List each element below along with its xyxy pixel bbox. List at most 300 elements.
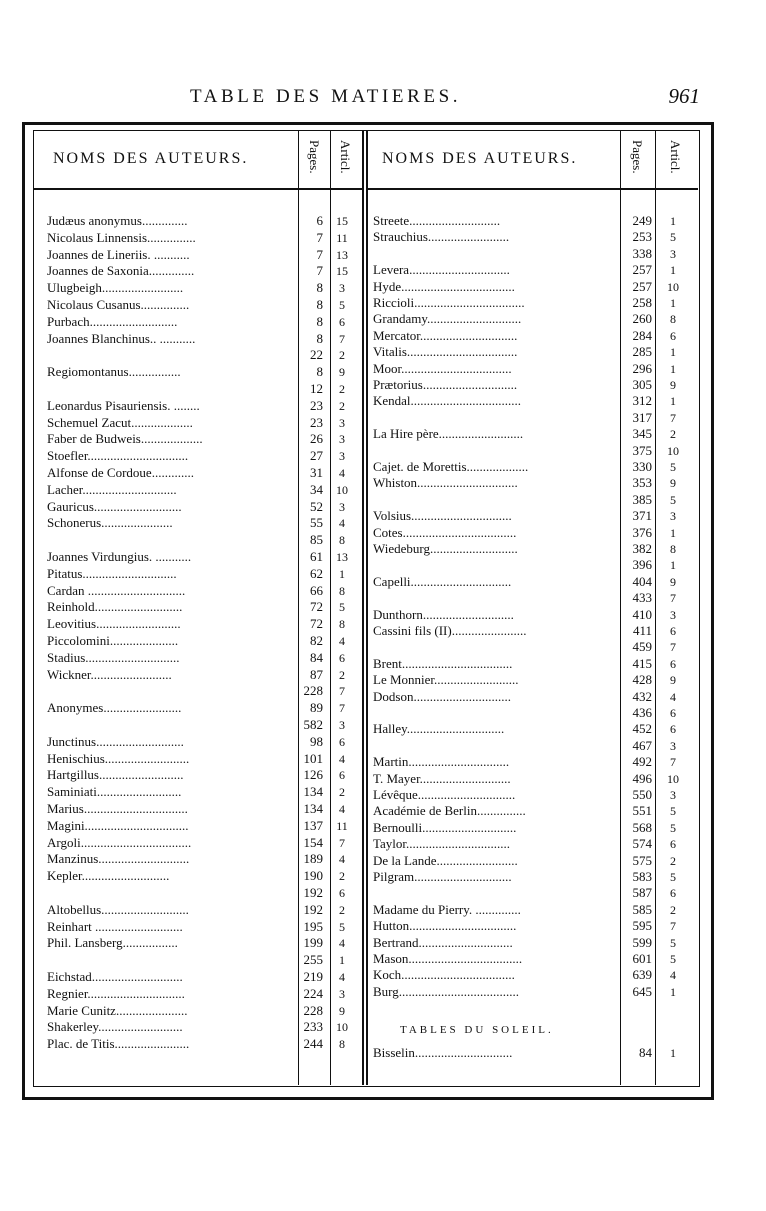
table-row	[47, 920, 357, 934]
article-number-cell: 1	[670, 296, 676, 310]
page-number-cell: 12	[310, 381, 323, 396]
article-number-cell: 3	[339, 499, 345, 514]
right-header-artic: Articl.	[668, 140, 683, 174]
table-row	[373, 722, 693, 736]
page-number-cell: 312	[632, 393, 652, 409]
article-number-cell: 5	[670, 952, 676, 966]
table-row	[373, 263, 693, 277]
page-number-cell: 61	[310, 549, 323, 564]
table-row	[47, 1004, 357, 1018]
page-number-cell: 6	[316, 213, 323, 228]
article-number-cell: 15	[336, 214, 348, 228]
author-name: Argoli..................................	[47, 835, 192, 850]
article-number-cell: 10	[336, 482, 348, 497]
author-name: Madame du Pierry. ..............	[373, 902, 521, 917]
page-number-cell: 436	[632, 705, 652, 720]
table-row	[47, 768, 357, 782]
author-name: Schemuel Zacut...................	[47, 415, 193, 430]
left-header-names: NOMS DES AUTEURS.	[53, 150, 249, 167]
page-number-cell: 459	[632, 639, 652, 655]
article-number-cell: 10	[667, 771, 679, 786]
page-number-cell: 415	[632, 655, 652, 671]
article-number-cell: 7	[339, 684, 345, 699]
article-number-cell: 9	[670, 574, 676, 589]
article-number-cell: 4	[339, 516, 345, 531]
article-number-cell: 1	[339, 566, 345, 581]
table-row	[47, 936, 357, 950]
table-row	[47, 802, 357, 816]
table-row	[373, 575, 693, 589]
table-row	[47, 600, 357, 614]
table-row	[373, 837, 693, 851]
author-name: Magini................................	[47, 818, 189, 833]
page-number-cell: 134	[303, 784, 323, 800]
article-number-cell: 4	[339, 936, 345, 951]
page-number-cell: 8	[316, 364, 323, 380]
article-number-cell: 5	[339, 600, 345, 615]
article-number-cell: 6	[339, 650, 345, 665]
page-number-cell: 23	[310, 414, 323, 430]
article-number-cell: 6	[670, 328, 676, 343]
page-number-cell: 101	[303, 750, 323, 766]
author-name: Vitalis..................................	[373, 345, 518, 360]
page-number-cell: 55	[310, 515, 323, 531]
article-number-cell: 7	[339, 835, 345, 850]
table-row	[373, 608, 693, 622]
table-row	[47, 584, 357, 598]
article-number-cell: 9	[670, 476, 676, 491]
page-number-cell: 645	[632, 983, 652, 999]
page-number-cell: 568	[632, 819, 652, 835]
page-number-cell: 550	[632, 787, 652, 802]
table-row	[373, 460, 693, 474]
table-row	[47, 567, 357, 581]
article-number-cell: 11	[336, 230, 348, 245]
page-number-cell: 432	[632, 688, 652, 704]
table-row	[373, 280, 693, 294]
author-name: Anonymes........................	[47, 701, 182, 716]
article-number-cell: 4	[339, 751, 345, 766]
page-number-cell: 595	[632, 918, 652, 934]
page-number-cell: 8	[316, 280, 323, 296]
author-name: Phil. Lansberg.................	[47, 936, 178, 951]
page-number-cell: 385	[632, 491, 652, 507]
page-number-cell: 137	[303, 817, 323, 833]
table-row	[47, 987, 357, 1001]
page-number-cell: 7	[316, 246, 323, 262]
table-row	[373, 952, 693, 966]
author-name: Strauchius.........................	[373, 230, 510, 245]
page-number-cell: 371	[632, 508, 652, 524]
table-row	[47, 718, 357, 732]
author-name: Manzinus............................	[47, 852, 190, 867]
author-name: Burg.....................................	[373, 984, 520, 999]
table-row	[373, 886, 693, 900]
page-number-cell: 126	[303, 767, 323, 783]
table-row	[47, 264, 357, 278]
table-row	[373, 329, 693, 343]
author-name: Whiston...............................	[373, 476, 518, 491]
article-number-cell: 5	[670, 230, 676, 245]
article-number-cell: 5	[670, 492, 676, 507]
article-number-cell: 3	[670, 509, 676, 524]
article-number-cell: 9	[339, 365, 345, 380]
page-number-cell: 34	[310, 481, 323, 497]
author-name: Junctinus...........................	[47, 734, 184, 749]
page-number-cell: 8	[316, 297, 323, 312]
table-row	[47, 634, 357, 648]
table-row	[47, 231, 357, 245]
article-number-cell: 6	[670, 722, 676, 737]
article-number-cell: 9	[670, 378, 676, 392]
article-number-cell: 1	[670, 345, 676, 360]
table-row	[373, 854, 693, 868]
author-name: Pitatus.............................	[47, 566, 177, 581]
page-number-cell: 195	[303, 918, 323, 934]
table-row	[47, 348, 357, 362]
article-number-cell: 5	[670, 935, 676, 950]
article-number-cell: 4	[339, 802, 345, 816]
article-number-cell: 10	[667, 279, 679, 294]
table-row	[373, 706, 693, 720]
article-number-cell: 7	[670, 591, 676, 606]
author-name: Wiedeburg...........................	[373, 542, 518, 556]
left-header-rule	[33, 188, 363, 190]
author-name: Bertrand.............................	[373, 935, 513, 950]
page-number-cell: 338	[632, 245, 652, 261]
article-number-cell: 4	[339, 466, 345, 480]
right-header-pages: Pages.	[630, 140, 645, 174]
article-number-cell: 3	[670, 246, 676, 261]
article-number-cell: 4	[339, 970, 345, 984]
article-number-cell: 7	[670, 919, 676, 934]
page-number-cell: 317	[632, 409, 652, 425]
page-number-cell: 26	[310, 431, 323, 447]
table-row	[47, 550, 357, 564]
author-name: Ulugbeigh.........................	[47, 281, 184, 296]
author-name: Hutton.................................	[373, 919, 517, 934]
article-number-cell: 5	[670, 460, 676, 474]
author-name: La Hire père..........................	[373, 427, 524, 442]
article-number-cell: 5	[339, 919, 345, 934]
left-header-pages: Pages.	[307, 140, 322, 174]
author-name: Judæus anonymus..............	[47, 214, 188, 228]
table-row	[47, 214, 357, 228]
author-name: Koch...................................	[373, 968, 515, 983]
table-row	[373, 968, 693, 982]
table-row	[47, 365, 357, 379]
table-row	[373, 427, 693, 441]
table-row	[373, 230, 693, 244]
article-number-cell: 6	[670, 656, 676, 671]
table-row	[47, 903, 357, 917]
page-number-cell: 583	[632, 869, 652, 884]
article-number-cell: 2	[339, 869, 345, 884]
page-number-cell: 582	[303, 717, 323, 732]
author-name: Marie Cunitz......................	[47, 1003, 188, 1018]
table-row	[47, 953, 357, 967]
page-number-cell: 411	[632, 623, 652, 638]
article-number-cell: 5	[670, 870, 676, 884]
table-row	[47, 281, 357, 295]
page-number-cell: 7	[316, 263, 323, 279]
page-number-cell: 305	[632, 377, 652, 392]
author-name: Bisselin..............................	[373, 1046, 513, 1060]
page-number-cell: 345	[632, 426, 652, 442]
table-row	[373, 542, 693, 556]
page-number-cell: 72	[310, 599, 323, 615]
author-name: Leovitius..........................	[47, 617, 181, 632]
page-number-cell: 27	[310, 448, 323, 464]
page-number-cell: 66	[310, 582, 323, 598]
table-row	[47, 248, 357, 262]
page-number-cell: 84	[310, 649, 323, 665]
author-name: Lacher.............................	[47, 482, 177, 497]
article-number-cell: 6	[670, 706, 676, 720]
table-row	[373, 936, 693, 950]
author-name: Joannes Virdungius. ...........	[47, 550, 192, 564]
author-name: Joannes de Saxonia..............	[47, 264, 195, 279]
article-number-cell: 3	[670, 607, 676, 622]
page-number-cell: 396	[632, 557, 652, 573]
page-number-cell: 253	[632, 229, 652, 245]
page-number-cell: 87	[310, 666, 323, 682]
right-header-rule	[368, 188, 698, 190]
article-number-cell: 4	[670, 689, 676, 704]
page-number-cell: 496	[632, 770, 652, 786]
page-number-cell: 72	[310, 616, 323, 632]
table-row	[47, 382, 357, 396]
article-number-cell: 2	[670, 902, 676, 917]
author-name: Faber de Budweis...................	[47, 432, 203, 447]
table-row	[373, 362, 693, 376]
table-row	[373, 690, 693, 704]
page-number-cell: 84	[639, 1045, 652, 1060]
table-row	[373, 772, 693, 786]
author-name: Pilgram..............................	[373, 870, 512, 884]
table-row	[47, 886, 357, 900]
article-number-cell: 7	[670, 755, 676, 770]
article-number-cell: 9	[339, 1003, 345, 1018]
article-number-cell: 6	[339, 734, 345, 749]
author-name: Bernoulli.............................	[373, 820, 517, 835]
article-number-cell: 2	[339, 382, 345, 396]
table-row	[373, 476, 693, 490]
page-number-cell: 192	[303, 901, 323, 917]
page-number-cell: 285	[632, 344, 652, 360]
table-row	[47, 466, 357, 480]
author-name: Eichstad............................	[47, 970, 183, 984]
article-number-cell: 3	[339, 415, 345, 430]
page-number-cell: 452	[632, 721, 652, 737]
table-row	[373, 804, 693, 818]
article-number-cell: 10	[667, 443, 679, 458]
table-row	[373, 526, 693, 540]
article-number-cell: 8	[339, 617, 345, 632]
page-number-cell: 428	[632, 672, 652, 688]
author-name: Gauricus...........................	[47, 499, 182, 514]
author-name: Regnier..............................	[47, 986, 185, 1001]
table-row	[47, 735, 357, 749]
article-number-cell: 6	[670, 837, 676, 852]
article-number-cell: 1	[670, 558, 676, 573]
page-number-cell: 89	[310, 700, 323, 716]
page-number-cell: 353	[632, 475, 652, 491]
table-row	[373, 444, 693, 458]
table-row	[373, 640, 693, 654]
page-number-cell: 296	[632, 360, 652, 376]
table-row	[373, 296, 693, 310]
author-name: Purbach...........................	[47, 314, 178, 329]
article-number-cell: 2	[670, 427, 676, 442]
table-row	[47, 1037, 357, 1051]
table-row	[373, 558, 693, 572]
article-number-cell: 6	[339, 768, 345, 783]
author-name: Streete............................	[373, 214, 501, 228]
page-number-cell: 228	[303, 1002, 323, 1018]
page-number-cell: 599	[632, 934, 652, 950]
table-row	[47, 970, 357, 984]
table-row	[373, 903, 693, 917]
article-number-cell: 5	[670, 820, 676, 835]
table-row	[47, 836, 357, 850]
page-number-cell: 154	[303, 834, 323, 850]
table-row	[373, 821, 693, 835]
article-number-cell: 2	[339, 348, 345, 363]
table-row	[373, 394, 693, 408]
author-name: T. Mayer............................	[373, 771, 511, 786]
author-name: Stadius.............................	[47, 650, 180, 665]
article-number-cell: 2	[339, 398, 345, 413]
article-number-cell: 5	[339, 298, 345, 312]
table-row	[373, 493, 693, 507]
table-row	[47, 416, 357, 430]
page-number-cell: 257	[632, 278, 652, 294]
table-row	[47, 651, 357, 665]
page-number-cell: 601	[632, 951, 652, 966]
table-row	[47, 752, 357, 766]
author-name: Stoefler...............................	[47, 449, 189, 464]
table-row	[373, 755, 693, 769]
page-number-cell: 467	[632, 737, 652, 753]
author-name: Altobellus...........................	[47, 902, 189, 917]
tables-du-soleil-heading: TABLES DU SOLEIL.	[400, 1024, 554, 1036]
article-number-cell: 2	[670, 853, 676, 868]
table-row	[47, 449, 357, 463]
page-number-cell: 410	[632, 606, 652, 622]
table-row	[47, 298, 357, 312]
center-double-rule-a	[362, 131, 364, 1085]
author-name: Kepler...........................	[47, 869, 170, 884]
article-number-cell: 4	[339, 634, 345, 648]
center-double-rule-b	[366, 131, 368, 1085]
author-name: Dodson..............................	[373, 689, 511, 704]
page-number-cell: 8	[316, 313, 323, 329]
author-name: Reinhart ...........................	[47, 919, 183, 934]
article-number-cell: 7	[339, 331, 345, 346]
article-number-cell: 11	[336, 818, 348, 833]
page-number-cell: 31	[310, 465, 323, 480]
page-number-cell: 189	[303, 851, 323, 867]
article-number-cell: 3	[339, 449, 345, 464]
table-row	[47, 701, 357, 715]
table-row	[47, 1020, 357, 1034]
author-name: Mercator..............................	[373, 328, 518, 343]
page-number-cell: 219	[303, 969, 323, 984]
table-row	[373, 624, 693, 638]
page-number-cell: 551	[632, 803, 652, 819]
author-name: Regiomontanus................	[47, 365, 181, 380]
author-name: Lévêque..............................	[373, 788, 516, 802]
page-number-cell: 85	[310, 532, 323, 548]
article-number-cell: 3	[670, 738, 676, 753]
article-number-cell: 1	[670, 263, 676, 278]
article-number-cell: 7	[339, 701, 345, 716]
page-number-cell: 224	[303, 985, 323, 1001]
author-name: Piccolomini.....................	[47, 634, 179, 648]
table-row	[47, 483, 357, 497]
article-number-cell: 10	[336, 1020, 348, 1035]
table-row	[373, 411, 693, 425]
article-number-cell: 2	[339, 667, 345, 682]
table-row	[47, 617, 357, 631]
author-name: Alfonse de Cordoue.............	[47, 466, 194, 480]
author-name: Taylor................................	[373, 837, 511, 852]
author-name: Wickner.........................	[47, 667, 172, 682]
page-number-cell: 574	[632, 836, 652, 852]
page-number-cell: 382	[632, 541, 652, 556]
author-name: Cassini fils (II).......................	[373, 624, 527, 638]
article-number-cell: 8	[670, 312, 676, 327]
left-header-artic: Articl.	[338, 140, 353, 174]
page-number-cell: 8	[316, 330, 323, 346]
article-number-cell: 9	[670, 673, 676, 688]
article-number-cell: 1	[670, 1046, 676, 1060]
author-name: Joannes Blanchinus.. ...........	[47, 331, 196, 346]
table-row	[373, 214, 693, 228]
table-row	[373, 657, 693, 671]
page-number-cell: 585	[632, 901, 652, 917]
article-number-cell: 8	[339, 1037, 345, 1052]
table-row	[47, 332, 357, 346]
page-number-cell: 23	[310, 397, 323, 413]
page-number-cell: 639	[632, 967, 652, 983]
article-number-cell: 6	[339, 314, 345, 329]
author-name: Mason...................................	[373, 952, 523, 966]
page-number-cell: 22	[310, 347, 323, 363]
table-row	[47, 869, 357, 883]
author-name: Plac. de Titis.......................	[47, 1037, 190, 1052]
page-number-cell: 258	[632, 295, 652, 310]
author-name: Reinhold...........................	[47, 600, 183, 615]
article-number-cell: 8	[339, 583, 345, 598]
author-name: Cotes...................................	[373, 525, 517, 540]
page-number-cell: 257	[632, 262, 652, 278]
article-number-cell: 4	[339, 852, 345, 867]
table-row	[47, 533, 357, 547]
page-number-cell: 190	[303, 868, 323, 884]
page-number-cell: 376	[632, 524, 652, 540]
article-number-cell: 15	[336, 264, 348, 279]
author-name: Hyde...................................	[373, 279, 515, 294]
author-name: Martin...............................	[373, 755, 510, 770]
author-name: Dunthorn............................	[373, 607, 514, 622]
page-number-cell: 199	[303, 935, 323, 951]
table-row	[373, 312, 693, 326]
author-name: Marius................................	[47, 802, 188, 816]
author-name: Riccioli..................................	[373, 296, 525, 310]
author-name: Volsius...............................	[373, 509, 512, 524]
